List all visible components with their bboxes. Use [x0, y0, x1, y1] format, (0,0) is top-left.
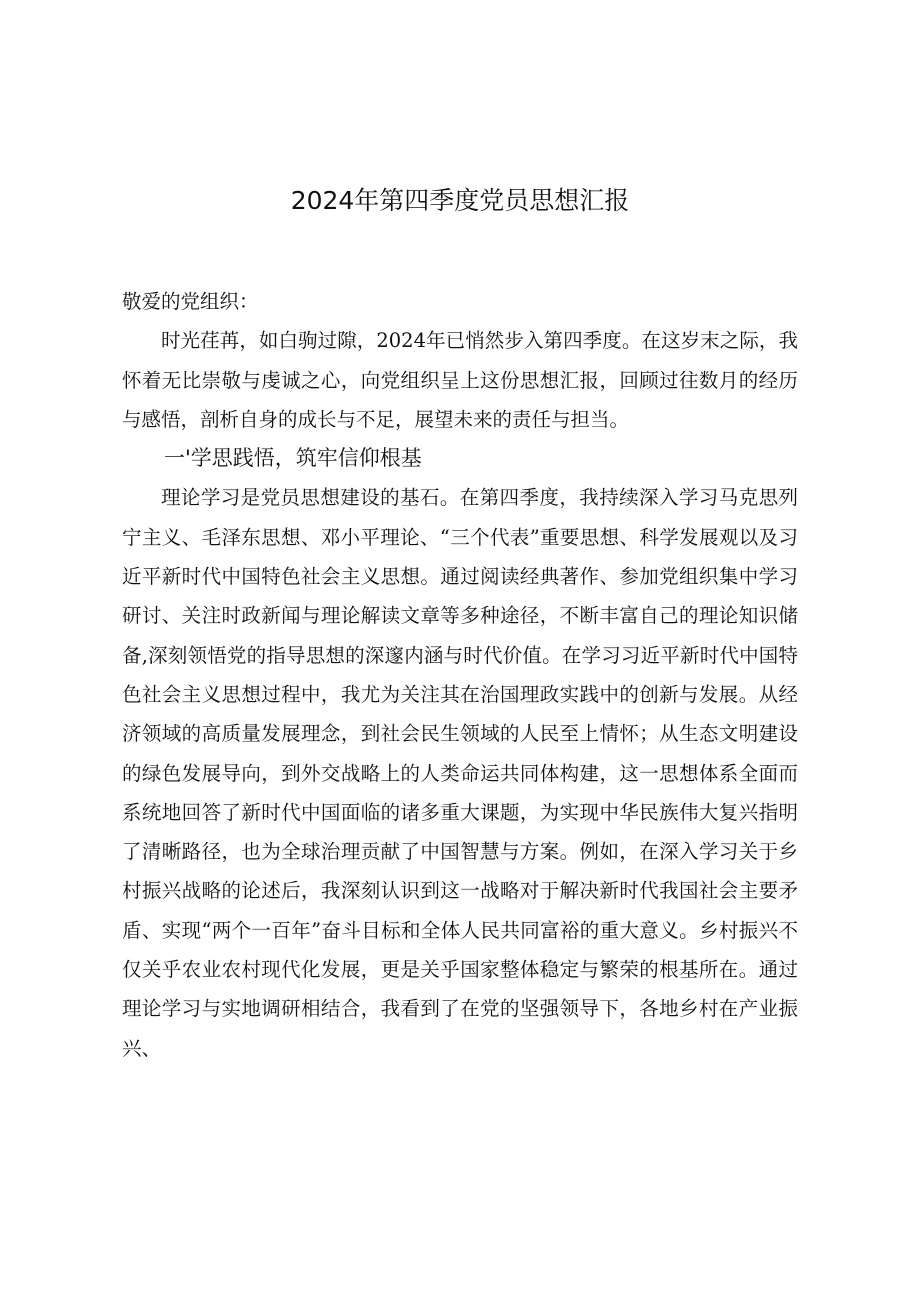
document-title: 2024年第四季度党员思想汇报	[290, 186, 630, 215]
section-heading-1: 一'学思践悟，筑牢信仰根基	[164, 446, 422, 471]
section-1-paragraph: 理论学习是党员思想建设的基石。在第四季度，我持续深入学习马克思列宁主义、毛泽东思想、邓小平理论、“三个代表”重要思想、科学发展观以及习近平新时代中国特色社会主义思想。通过阅读经典著作、参加党组织集中学习研讨、关注时政新闻与理论解读文章等多种途径，不断丰富自己的理论知识储备,深刻领悟党的指导思想的深邃内涵与时代价值。在学习习近平新时代中国特色社会主义思想过程中，我尤为关注其在治国理政实践中的创新与发展。从经济领域的高质量发展理念，到社会民生领域的人民至上情怀；从生态文明建设的绿色发展导向，到外交战略上的人类命运共同体构建，这一思想体系全面而系统地回答了新时代中国面临的诸多重大课题，为实现中华民族伟大复兴指明了清晰路径，也为全球治理贡献了中国智慧与方案。例如，在深入学习关于乡村振兴战略的论述后，我深刻认识到这一战略对于解决新时代我国社会主要矛盾、实现“两个一百年”奋斗目标和全体人民共同富裕的重大意义。乡村振兴不仅关乎农业农村现代化发展，更是关乎国家整体稳定与繁荣的根基所在。通过理论学习与实地调研相结合，我看到了在党的坚强领导下，各地乡村在产业振兴、	[122, 486, 798, 1060]
salutation: 敬爱的党组织：	[122, 290, 259, 313]
intro-paragraph: 时光荏苒，如白驹过隙，2024年已悄然步入第四季度。在这岁末之际，我怀着无比崇敬与虔诚之心，向党组织呈上这份思想汇报，回顾过往数月的经历与感悟，剖析自身的成长与不足，展望未来的责任与担当。	[122, 329, 798, 431]
document-body	[122, 282, 798, 1068]
